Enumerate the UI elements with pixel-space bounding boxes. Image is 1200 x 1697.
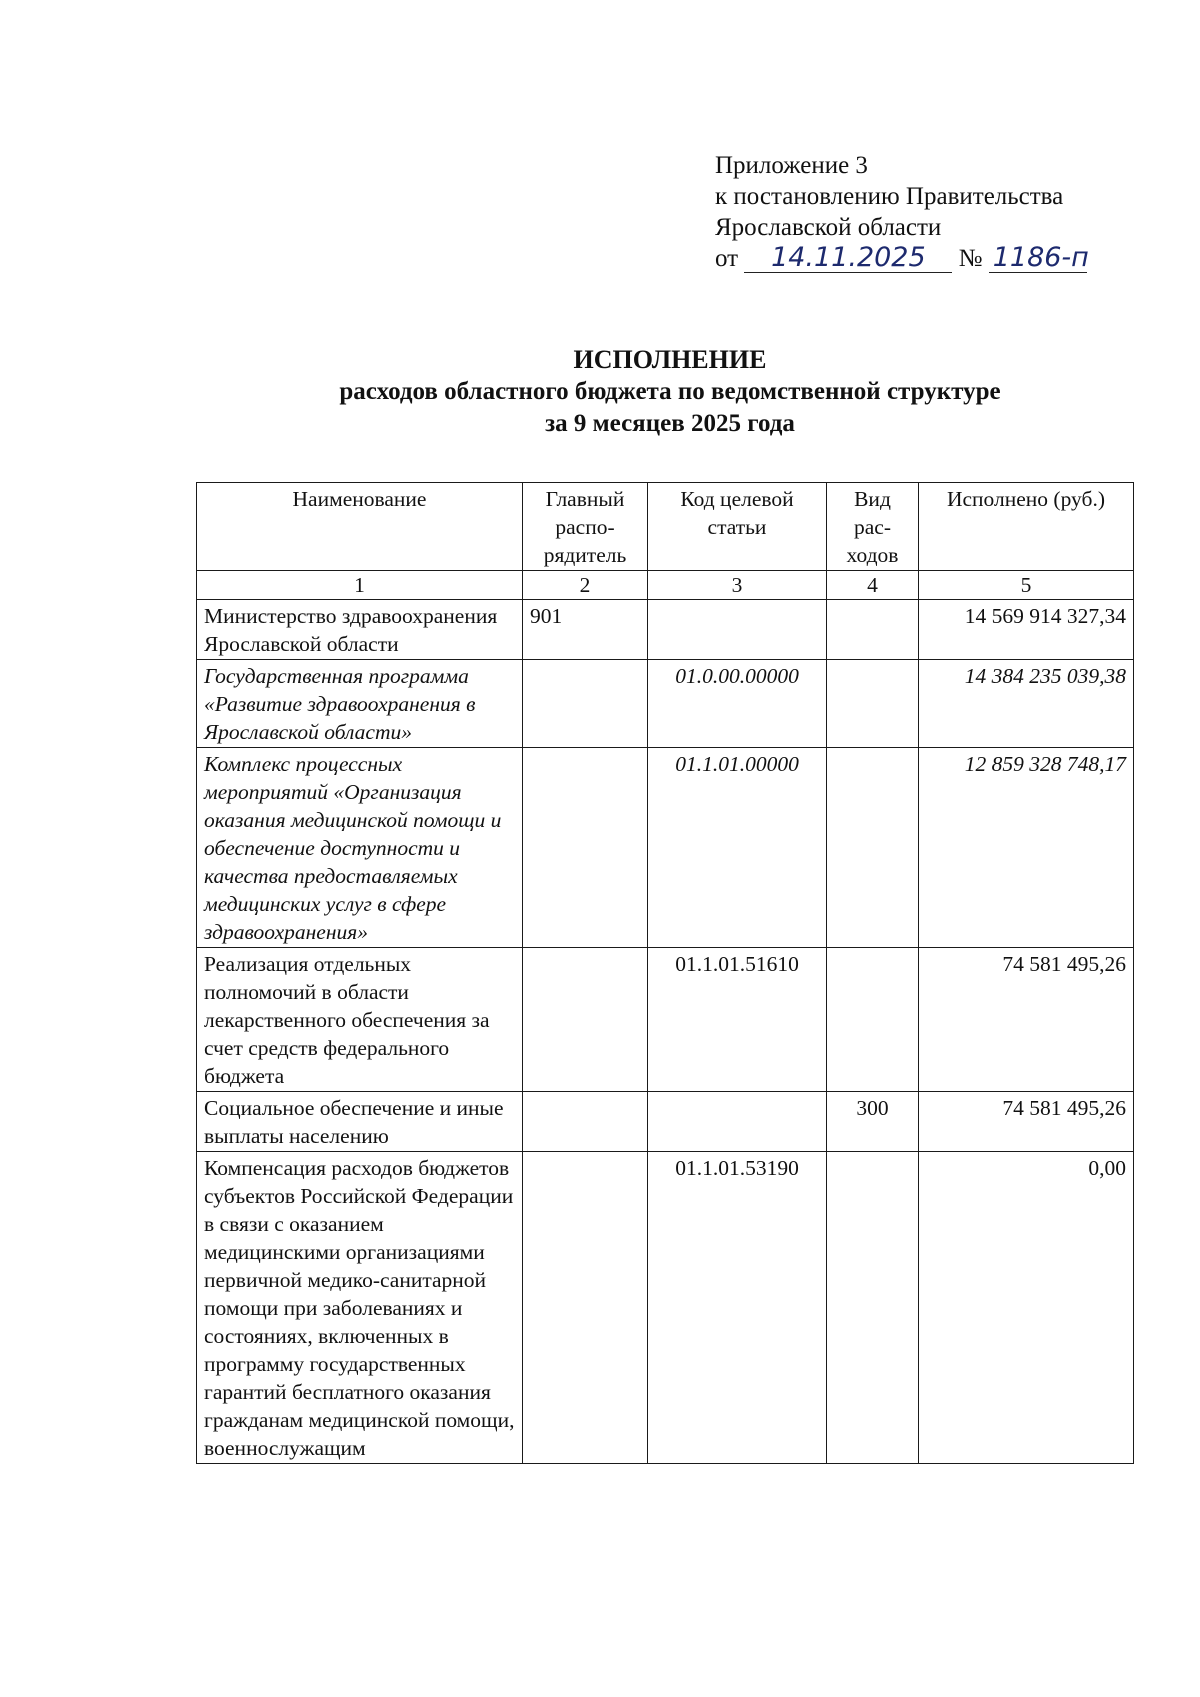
row-amount: 12 859 328 748,17 — [919, 748, 1134, 948]
row-code — [648, 600, 827, 660]
title-main: ИСПОЛНЕНИЕ — [573, 345, 767, 374]
title-subtitle: расходов областного бюджета по ведомственной структуре — [339, 378, 1001, 405]
row-admin — [523, 1152, 648, 1464]
row-admin — [523, 748, 648, 948]
row-amount: 74 581 495,26 — [919, 1092, 1134, 1152]
handwritten-date: 14.11.2025 — [744, 244, 952, 273]
row-name: Государственная программа «Развитие здравоохранения в Ярославской области» — [197, 660, 523, 748]
table-header-row — [197, 483, 1134, 571]
row-name: Компенсация расходов бюджетов субъектов Российской Федерации в связи с оказанием медицинскими организациями первичной медико-санитарной помощи при заболеваниях и состояниях, включенных в программу государственных гарантий бесплатного оказания гражданам медицинской помощи, военнослужащим — [197, 1152, 523, 1464]
row-type — [827, 660, 919, 748]
table-row — [197, 660, 1134, 748]
row-code — [648, 1092, 827, 1152]
row-admin — [523, 660, 648, 748]
column-number: 1 — [197, 571, 523, 600]
title-period: за 9 месяцев 2025 года — [545, 410, 795, 437]
table-row — [197, 1092, 1134, 1152]
table-row — [197, 748, 1134, 948]
header-type: Вид рас-ходов — [827, 483, 919, 571]
row-admin — [523, 948, 648, 1092]
handwritten-number: 1186-п — [989, 244, 1087, 273]
row-code: 01.1.01.00000 — [648, 748, 827, 948]
appendix-region: Ярославской области — [715, 214, 942, 241]
date-prefix: от — [715, 245, 739, 272]
row-admin: 901 — [523, 600, 648, 660]
header-amount: Исполнено (руб.) — [919, 483, 1134, 571]
row-name: Министерство здравоохранения Ярославской области — [197, 600, 523, 660]
row-amount: 14 384 235 039,38 — [919, 660, 1134, 748]
header-code: Код целевой статьи — [648, 483, 827, 571]
header-name: Наименование — [197, 483, 523, 571]
row-amount: 0,00 — [919, 1152, 1134, 1464]
row-name: Социальное обеспечение и иные выплаты населению — [197, 1092, 523, 1152]
column-number: 5 — [919, 571, 1134, 600]
row-admin — [523, 1092, 648, 1152]
row-amount: 14 569 914 327,34 — [919, 600, 1134, 660]
appendix-block — [715, 150, 1087, 274]
row-code: 01.1.01.53190 — [648, 1152, 827, 1464]
appendix-title: Приложение 3 — [715, 152, 868, 179]
column-number: 3 — [648, 571, 827, 600]
table-row — [197, 948, 1134, 1092]
table-row — [197, 600, 1134, 660]
document-title — [0, 344, 1200, 440]
column-number-row — [197, 571, 1134, 600]
row-type: 300 — [827, 1092, 919, 1152]
column-number: 4 — [827, 571, 919, 600]
row-type — [827, 748, 919, 948]
row-code: 01.1.01.51610 — [648, 948, 827, 1092]
row-type — [827, 948, 919, 1092]
row-type — [827, 600, 919, 660]
appendix-date-number — [715, 243, 1087, 274]
appendix-resolution: к постановлению Правительства — [715, 183, 1064, 210]
column-number: 2 — [523, 571, 648, 600]
row-name: Комплекс процессных мероприятий «Организация оказания медицинской помощи и обеспечение доступности и качества предоставляемых медицинских услуг в сфере здравоохранения» — [197, 748, 523, 948]
budget-table — [196, 482, 1134, 1464]
header-admin: Главный распо-рядитель — [523, 483, 648, 571]
row-amount: 74 581 495,26 — [919, 948, 1134, 1092]
row-type — [827, 1152, 919, 1464]
table-row — [197, 1152, 1134, 1464]
number-prefix: № — [958, 245, 983, 272]
row-name: Реализация отдельных полномочий в области лекарственного обеспечения за счет средств федерального бюджета — [197, 948, 523, 1092]
row-code: 01.0.00.00000 — [648, 660, 827, 748]
